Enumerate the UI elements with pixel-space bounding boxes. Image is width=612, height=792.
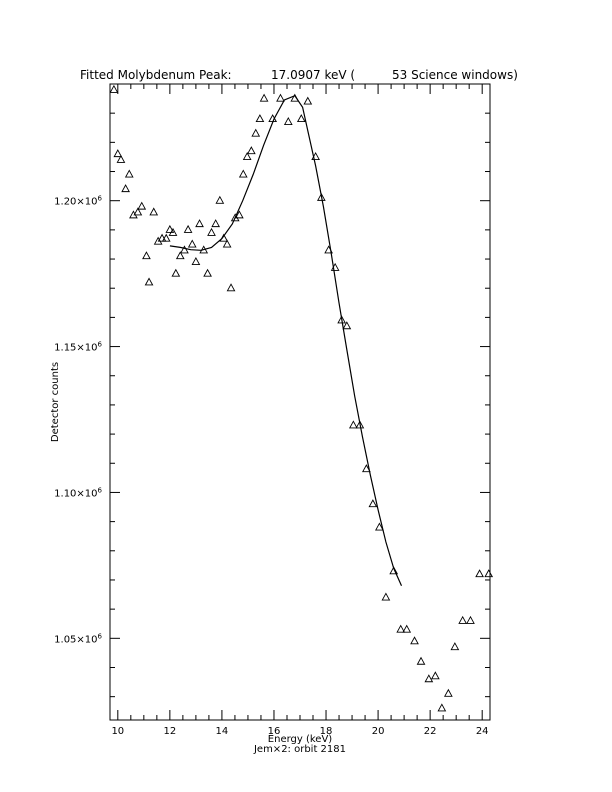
plot-frame <box>110 84 490 720</box>
x-tick-label: 16 <box>267 726 281 737</box>
data-point <box>216 197 223 204</box>
data-point <box>425 675 432 682</box>
data-point <box>476 570 483 577</box>
data-point <box>298 115 305 122</box>
y-tick-label: $1.20\times 10^6$ <box>54 194 102 208</box>
y-tick-label: $1.05\times 10^6$ <box>54 632 102 646</box>
x-tick-label: 10 <box>111 726 125 737</box>
data-point <box>184 226 191 233</box>
x-tick-label: 24 <box>475 726 489 737</box>
data-point <box>240 170 247 177</box>
data-point <box>285 118 292 125</box>
data-point <box>411 637 418 644</box>
data-point <box>150 208 157 215</box>
x-axis-label: Energy (keV) <box>267 734 333 745</box>
y-tick-label: $1.10\times 10^6$ <box>54 486 102 500</box>
x-axis <box>111 84 488 737</box>
data-point <box>304 98 311 105</box>
data-point <box>369 500 376 507</box>
chart-title-prefix: Fitted Molybdenum Peak: <box>80 68 232 82</box>
data-point <box>212 220 219 227</box>
data-points-layer <box>110 86 492 711</box>
data-point <box>459 617 466 624</box>
data-point <box>252 130 259 137</box>
data-point <box>189 240 196 247</box>
x-tick-label: 14 <box>215 726 229 737</box>
x-tick-label: 20 <box>371 726 385 737</box>
y-axis-label: Detector counts <box>50 361 61 443</box>
chart-footer: Jem×2: orbit 2181 <box>253 744 347 755</box>
chart-title-suffix: 53 Science windows) <box>392 68 518 82</box>
data-point <box>196 220 203 227</box>
x-tick-label: 12 <box>163 726 177 737</box>
data-point <box>350 421 357 428</box>
data-point <box>192 258 199 265</box>
data-point <box>277 95 284 102</box>
data-point <box>208 229 215 236</box>
chart-title-value: 17.0907 keV ( <box>271 68 356 82</box>
fit-curve-layer <box>170 96 402 586</box>
data-point <box>145 278 152 285</box>
data-point <box>432 672 439 679</box>
data-point <box>467 617 474 624</box>
data-point <box>126 170 133 177</box>
data-point <box>417 658 424 665</box>
data-point <box>260 95 267 102</box>
data-point <box>256 115 263 122</box>
data-point <box>138 203 145 210</box>
data-point <box>114 150 121 157</box>
y-tick-label: $1.15\times 10^6$ <box>54 340 102 354</box>
data-point <box>485 570 492 577</box>
data-point <box>382 593 389 600</box>
data-point <box>110 86 117 93</box>
data-point <box>451 643 458 650</box>
data-point <box>227 284 234 291</box>
data-point <box>204 270 211 277</box>
fit-curve <box>170 96 402 586</box>
x-tick-label: 18 <box>319 726 333 737</box>
data-point <box>445 690 452 697</box>
data-point <box>438 704 445 711</box>
x-tick-label: 22 <box>423 726 437 737</box>
data-point <box>248 147 255 154</box>
data-point <box>172 270 179 277</box>
y-axis <box>54 113 490 696</box>
data-point <box>122 185 129 192</box>
data-point <box>143 252 150 259</box>
